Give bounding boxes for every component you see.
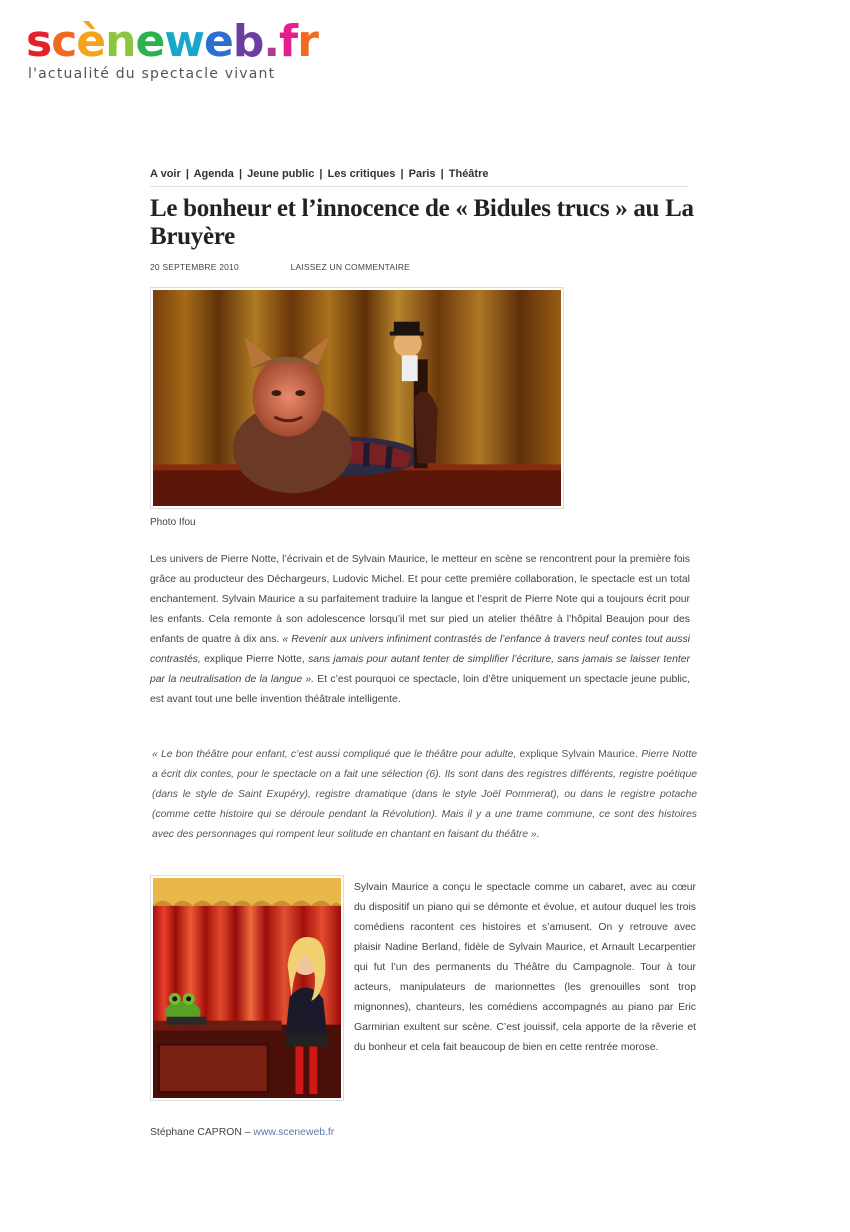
photo-caption: Photo Ifou [150, 517, 196, 528]
stage-photo-frog-puppet [153, 878, 341, 1098]
logo-letter: n [105, 16, 136, 67]
breadcrumb-category-link[interactable]: Paris [408, 168, 436, 180]
breadcrumb-category-link[interactable]: Jeune public [247, 168, 315, 180]
logo-letter: e [135, 16, 165, 67]
article-quote [152, 745, 697, 845]
breadcrumb-category-link[interactable]: Les critiques [327, 168, 396, 180]
article-photo-secondary [150, 875, 344, 1101]
article-title: Le bonheur et l’innocence de « Bidules trucs » au La Bruyère [150, 195, 694, 250]
body-text-run: explique Pierre Notte, [204, 654, 309, 665]
logo-letter: r [297, 16, 318, 67]
body-text-run: Et c’est pourquoi ce spectacle, loin d’être uniquement un spectacle jeune public, est avant tout une belle invention théâtrale intelligente. [150, 674, 690, 705]
quoted-text: sans jamais pour autant tenter de simplifier l’écriture, sans jamais se laisser tenter par la neutralisation de la langue ». [150, 654, 690, 685]
breadcrumb-separator: | [238, 168, 243, 180]
logo-letter: w [164, 16, 204, 67]
quoted-text: « Revenir aux univers infiniment contrastés de l’enfance à travers neuf contes tout aussi contrastés, [150, 634, 690, 665]
article-paragraph-1 [150, 550, 690, 710]
breadcrumb-category-link[interactable]: A voir [150, 168, 181, 180]
article-meta [150, 262, 410, 272]
breadcrumb-separator: | [440, 168, 444, 180]
site-logo[interactable] [26, 18, 356, 88]
logo-letter: b [232, 16, 264, 67]
body-text-run: Les univers de Pierre Notte, l’écrivain et de Sylvain Maurice, le metteur en scène se rencontrent pour la première fois grâce au producteur des Déchargeurs, Ludovic Michel. Et pour cette première collaboration, le spectacle est un total enchantement. Sylvain Maurice a su parfaitement traduire la langue et l’esprit de Pierre Note qui a toujours écrit pour les enfants. Cela remonte à son adolescence lorsqu’il met sur pied un atelier théâtre à l’hôpital Beaujon pour des enfants de quatre à dix ans. [150, 554, 690, 645]
logo-wordmark [26, 18, 356, 66]
article-date: 20 SEPTEMBRE 2010 [150, 262, 239, 272]
logo-letter: e [203, 16, 233, 67]
logo-letter: . [263, 16, 280, 67]
article-signature [150, 1127, 334, 1138]
article-photo-main [150, 287, 564, 509]
breadcrumb-category-link[interactable]: Agenda [193, 168, 234, 180]
logo-letter: è [76, 16, 106, 67]
logo-letter: s [26, 16, 52, 67]
breadcrumb-separator: | [185, 168, 189, 180]
logo-letter: c [51, 16, 77, 67]
article-paragraph-3: Sylvain Maurice a conçu le spectacle comme un cabaret, avec au cœur du dispositif un piano qui se démonte et évolue, et autour duquel les trois comédiens racontent ces histoires et s’amusent. On y retrouve avec plaisir Nadine Berland, fidèle de Sylvain Maurice, et Arnault Lecarpentier qui fut l’un des permanents du Théâtre du Campagnole. Tour à tour acteurs, manipulateurs de marionnettes (les grenouilles sont trop mignonnes), chanteurs, les comédiens accompagnés au piano par Eric Garmirian exultent sur scène. C’est jouissif, cela apporte de la rêverie et du bonheur et cela fait beaucoup de bien en cette rentrée morose. [354, 882, 696, 1053]
signature-author: Stéphane CAPRON – [150, 1127, 254, 1138]
logo-tagline: l'actualité du spectacle vivant [28, 66, 276, 82]
category-breadcrumb [150, 168, 688, 187]
body-text-run: explique Sylvain Maurice. [519, 749, 642, 760]
breadcrumb-separator: | [400, 168, 404, 180]
quoted-text: Pierre Notte a écrit dix contes, pour le spectacle on a fait une sélection (6). Ils sont dans des registres différents, registre poétique (dans le style de Saint Exupéry), registre dramatique (dans le style Joël Pommerat), ou dans le registre potache (comme cette histoire qui se déroule pendant la Révolution). Mais il y a une trame commune, ce sont des histoires avec des personnages qui rompent leur solitude en chantant en faisant du théâtre ». [152, 749, 697, 840]
signature-website-link[interactable]: www.sceneweb.fr [253, 1127, 335, 1138]
breadcrumb-separator: | [319, 168, 323, 180]
leave-comment-link[interactable]: LAISSEZ UN COMMENTAIRE [290, 262, 411, 272]
logo-letter: f [279, 16, 298, 67]
breadcrumb-category-link[interactable]: Théâtre [448, 168, 489, 180]
stage-photo-fox-puppet [153, 290, 561, 506]
quoted-text: « Le bon théâtre pour enfant, c’est aussi compliqué que le théâtre pour adulte, [152, 749, 520, 760]
